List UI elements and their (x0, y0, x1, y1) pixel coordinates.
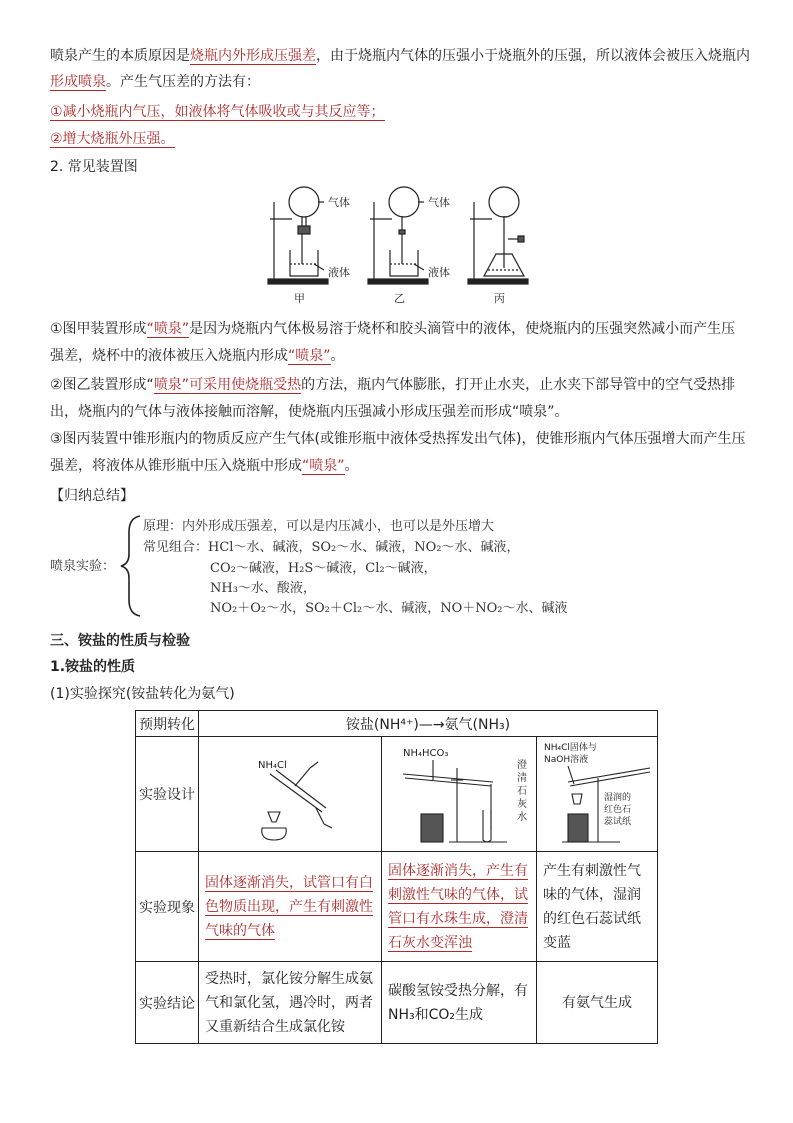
table-row-conclusion (136, 962, 658, 1044)
summary-label: 喷泉实验： (50, 559, 116, 574)
summary-line-4: NH₃～水、酸液， (210, 581, 316, 596)
conclusion-1: 受热时，氯化铵分解生成氨气和氯化氢，遇冷时，两者又重新结合生成氯化铵 (199, 962, 382, 1044)
apparatus-yi (368, 187, 428, 284)
design3-side-3: 蕊试纸 (604, 817, 632, 827)
design3-side-1: 湿润的 (604, 793, 632, 803)
design3-label-2: NaOH溶液 (544, 755, 589, 765)
explain-p1-line1: ①图甲装置形成“喷泉”是因为烧瓶内气体极易溶于烧杯和胶头滴管中的液体，使烧瓶内的压强突然减小而产生压 (50, 321, 736, 337)
nh4cl-naoh-figure (538, 738, 656, 846)
header-conversion: 铵盐(NH⁴⁺)—→氨气(NH₃) (199, 711, 658, 737)
method-2: ②增大烧瓶外压强。 (50, 131, 175, 147)
conclusion-2: 碳酸氢铵受热分解，有NH₃和CO₂生成 (382, 962, 537, 1044)
experiment-table (135, 710, 658, 1044)
subsection-1-1: (1)实验探究(铵盐转化为氨气) (50, 686, 235, 702)
explain-p1-line2: 强差，烧杯中的液体被压入烧瓶内形成“喷泉”。 (50, 348, 345, 364)
design1-label: NH₄Cl (258, 760, 287, 771)
phenomenon-2: 固体逐渐消失，产生有刺激性气味的气体，试管口有水珠生成，澄清石灰水变浑浊 (382, 852, 537, 962)
summary-line-5: NO₂＋O₂～水，SO₂＋Cl₂～水、碱液，NO＋NO₂～水、碱液 (210, 601, 568, 616)
phenomenon-3: 产生有刺激性气味的气体，湿润的红色石蕊试纸变蓝 (537, 852, 658, 962)
highlight-fountain: 形成喷泉 (50, 74, 106, 90)
summary-line-1: 原理：内外形成压强差，可以是内压减小，也可以是外压增大 (143, 519, 495, 534)
liquid-label-yi: 液体 (428, 266, 450, 279)
explain-p3-line1: ③图丙装置中锥形瓶内的物质反应产生气体(或锥形瓶中液体受热挥发出气体)，使锥形瓶内气体压强增大而产生压 (50, 431, 746, 447)
gas-label-yi: 气体 (428, 196, 450, 209)
intro-line-1: 喷泉产生的本质原因是烧瓶内外形成压强差，由于烧瓶内气体的压强小于烧瓶外的压强，所以液体会被压入烧瓶内 (50, 48, 750, 64)
explain-p2-line2: 出，烧瓶内的气体与液体接触而溶解，使烧瓶内压强减小形成压强差而形成“喷泉”。 (50, 404, 569, 420)
conclusion-3: 有氨气生成 (537, 962, 658, 1044)
fountain-apparatus-figure (262, 184, 538, 310)
summary-brace (121, 516, 140, 616)
explain-p3-line2: 强差，将液体从锥形瓶中压入烧瓶中形成“喷泉”。 (50, 458, 359, 474)
design3-side-2: 红色石 (604, 805, 632, 815)
table-row-design (136, 737, 658, 852)
summary-line-2: 常见组合：HCl～水、碱液，SO₂～水、碱液，NO₂～水、碱液， (143, 540, 520, 555)
design2-label: NH₄HCO₃ (403, 748, 449, 759)
row-label-design: 实验设计 (136, 737, 199, 852)
method-1: ①减小烧瓶内气压，如液体将气体吸收或与其反应等； (50, 104, 385, 120)
subsection-1-title: 1.铵盐的性质 (50, 659, 136, 675)
caption-bing: 丙 (494, 292, 505, 305)
nh4hco3-heating-figure (383, 738, 535, 846)
design-cell-3 (537, 737, 658, 852)
header-expected: 预期转化 (136, 711, 199, 737)
summary-title: 【归纳总结】 (50, 488, 134, 504)
summary-diagram (45, 510, 635, 620)
design-cell-2 (382, 737, 537, 852)
liquid-label-jia: 液体 (328, 266, 350, 279)
highlight-pressure-difference: 烧瓶内外形成压强差 (190, 48, 316, 64)
table-header-row (136, 711, 658, 737)
design2-side-5: 水 (517, 812, 527, 823)
section-2-title: 2. 常见装置图 (50, 159, 138, 175)
row-label-phenomenon: 实验现象 (136, 852, 199, 962)
section-3-title: 三、铵盐的性质与检验 (50, 633, 190, 649)
caption-yi: 乙 (394, 292, 405, 305)
apparatus-bing (468, 187, 528, 284)
nh4cl-heating-figure (200, 738, 380, 846)
table-row-phenomenon (136, 852, 658, 962)
design3-label-1: NH₄Cl固体与 (544, 743, 597, 753)
apparatus-jia (268, 187, 328, 284)
intro-line-2: 形成喷泉。产生气压差的方法有： (50, 74, 260, 90)
phenomenon-1: 固体逐渐消失，试管口有白色物质出现，产生有刺激性气味的气体 (199, 852, 382, 962)
summary-line-3: CO₂～碱液，H₂S～碱液，Cl₂～碱液， (210, 561, 437, 576)
design2-side-4: 灰 (517, 799, 527, 810)
design2-side-2: 清 (517, 773, 527, 784)
caption-jia: 甲 (294, 292, 305, 305)
gas-label-jia: 气体 (328, 196, 350, 209)
explain-p2-line1: ②图乙装置形成“喷泉”可采用使烧瓶受热的方法，瓶内气体膨胀，打开止水夹，止水夹下部导管中的空气受热排 (50, 377, 736, 393)
design-cell-1 (199, 737, 382, 852)
design2-side-3: 石 (517, 786, 527, 797)
design2-side-1: 澄 (517, 760, 527, 771)
row-label-conclusion: 实验结论 (136, 962, 199, 1044)
